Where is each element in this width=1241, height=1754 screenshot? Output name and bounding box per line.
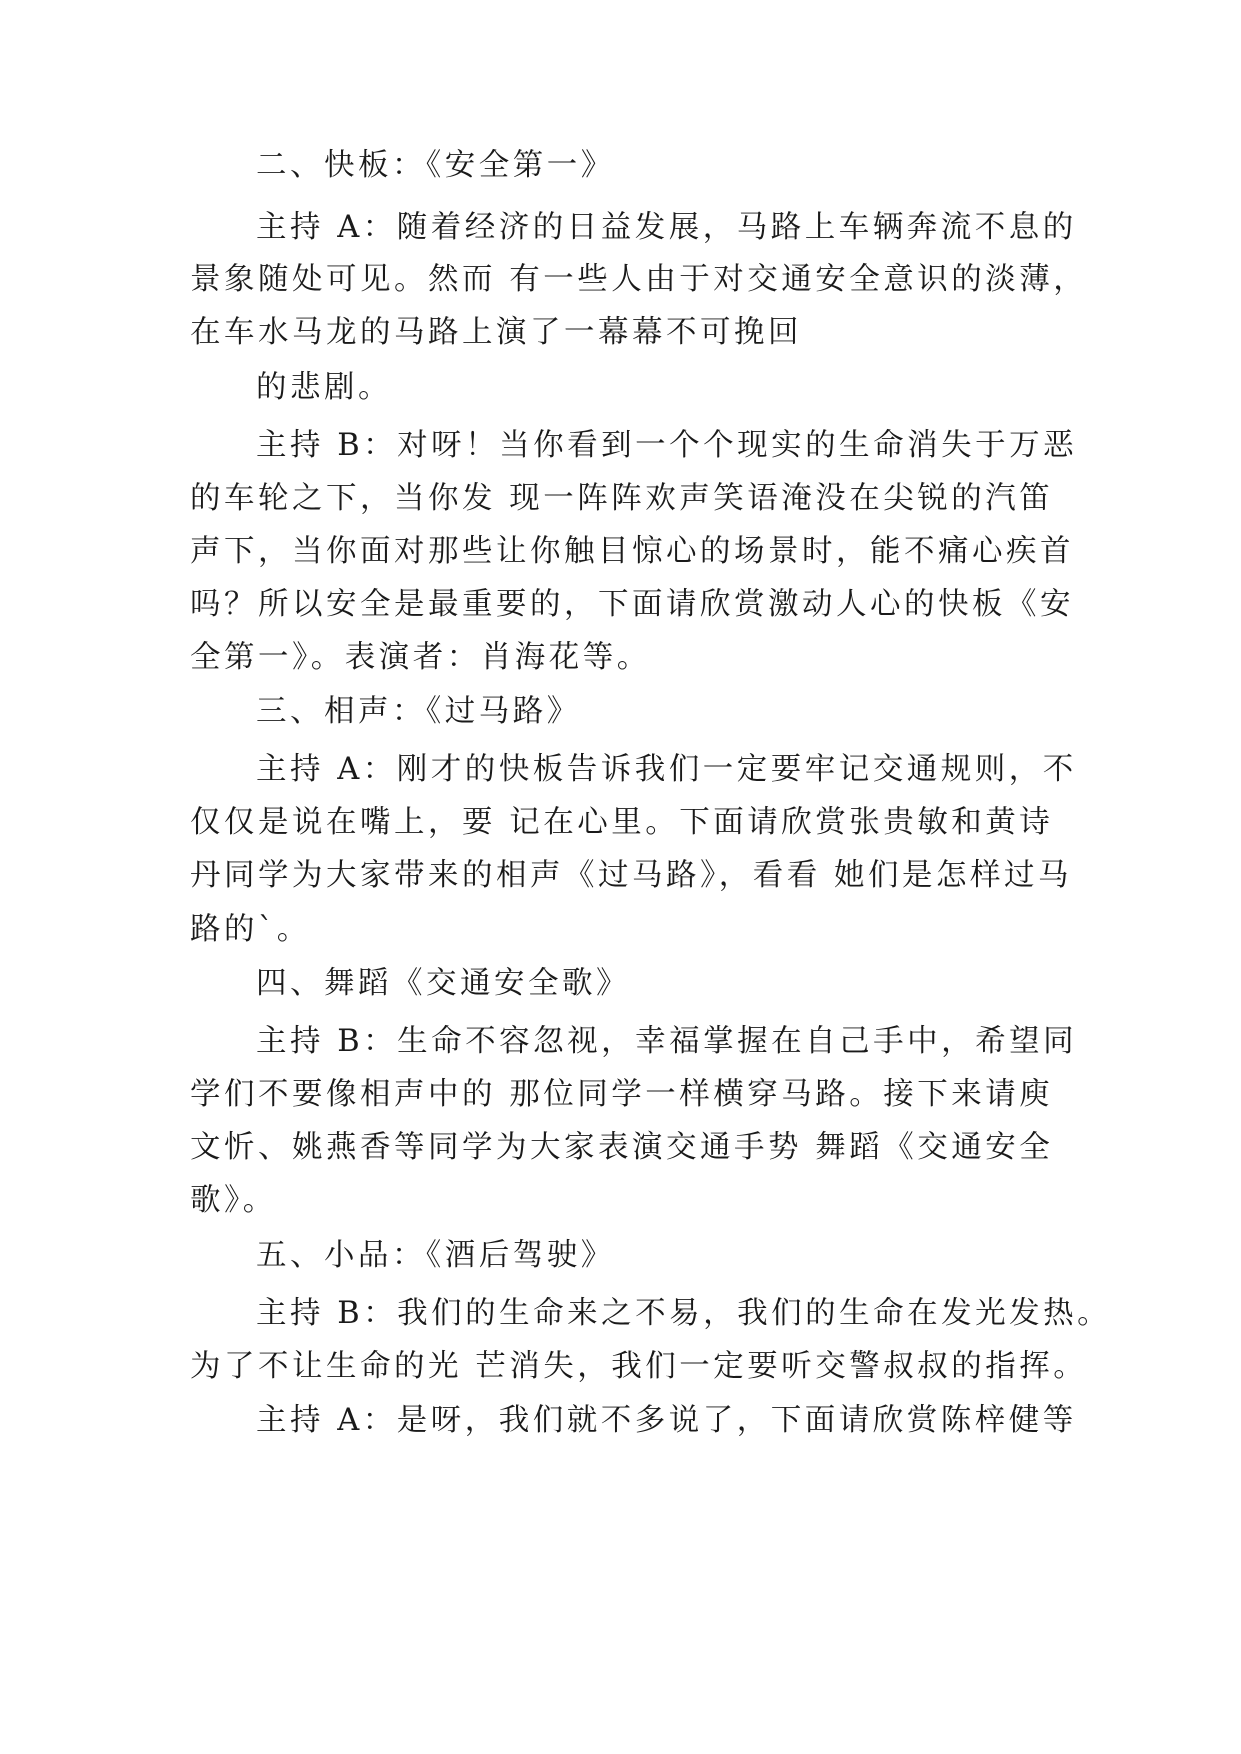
paragraph-line: 的车轮之下，当你发 现一阵阵欢声笑语淹没在尖锐的汽笛 — [190, 481, 1054, 516]
paragraph-line: 主持 B：生命不容忽视，幸福掌握在自己手中，希望同 — [256, 1024, 1078, 1059]
paragraph-line: 景象随处可见。然而 有一些人由于对交通安全意识的淡薄， — [190, 262, 1088, 297]
paragraph-line: 路的`。 — [190, 912, 311, 947]
paragraph-line: 的悲剧。 — [256, 370, 392, 405]
paragraph-line: 学们不要像相声中的 那位同学一样横穿马路。接下来请庾 — [190, 1077, 1054, 1112]
section-heading-wudao: 四、舞蹈《交通安全歌》 — [256, 966, 630, 1001]
paragraph-line: 吗？所以安全是最重要的，下面请欣赏激动人心的快板《安 — [190, 587, 1074, 622]
paragraph-line: 丹同学为大家带来的相声《过马路》，看看 她们是怎样过马 — [190, 858, 1072, 893]
paragraph-line: 歌》。 — [190, 1183, 277, 1218]
paragraph-line: 主持 A：刚才的快板告诉我们一定要牢记交通规则，不 — [256, 752, 1077, 787]
paragraph-line: 主持 B：对呀！当你看到一个个现实的生命消失于万恶 — [256, 428, 1078, 463]
paragraph-line: 为了不让生命的光 芒消失，我们一定要听交警叔叔的指挥。 — [190, 1349, 1088, 1384]
paragraph-line: 主持 A：是呀，我们就不多说了，下面请欣赏陈梓健等 — [256, 1403, 1077, 1438]
paragraph-line: 文忻、姚燕香等同学为大家表演交通手势 舞蹈《交通安全 — [190, 1130, 1054, 1165]
paragraph-line: 主持 A：随着经济的日益发展，马路上车辆奔流不息的 — [256, 210, 1077, 245]
paragraph-line: 全第一》。表演者：肖海花等。 — [190, 640, 651, 675]
paragraph-line: 主持 B：我们的生命来之不易，我们的生命在发光发热。 — [256, 1296, 1112, 1331]
paragraph-line: 仅仅是说在嘴上，要 记在心里。下面请欣赏张贵敏和黄诗 — [190, 805, 1054, 840]
section-heading-kuaiban: 二、快板：《安全第一》 — [256, 148, 615, 183]
paragraph-line: 声下，当你面对那些让你触目惊心的场景时，能不痛心疾首 — [190, 534, 1074, 569]
document-page — [190, 0, 1112, 1754]
section-heading-xiangsheng: 三、相声：《过马路》 — [256, 694, 581, 729]
section-heading-xiaopin: 五、小品：《酒后驾驶》 — [256, 1238, 615, 1273]
paragraph-line: 在车水马龙的马路上演了一幕幕不可挽回 — [190, 315, 802, 350]
